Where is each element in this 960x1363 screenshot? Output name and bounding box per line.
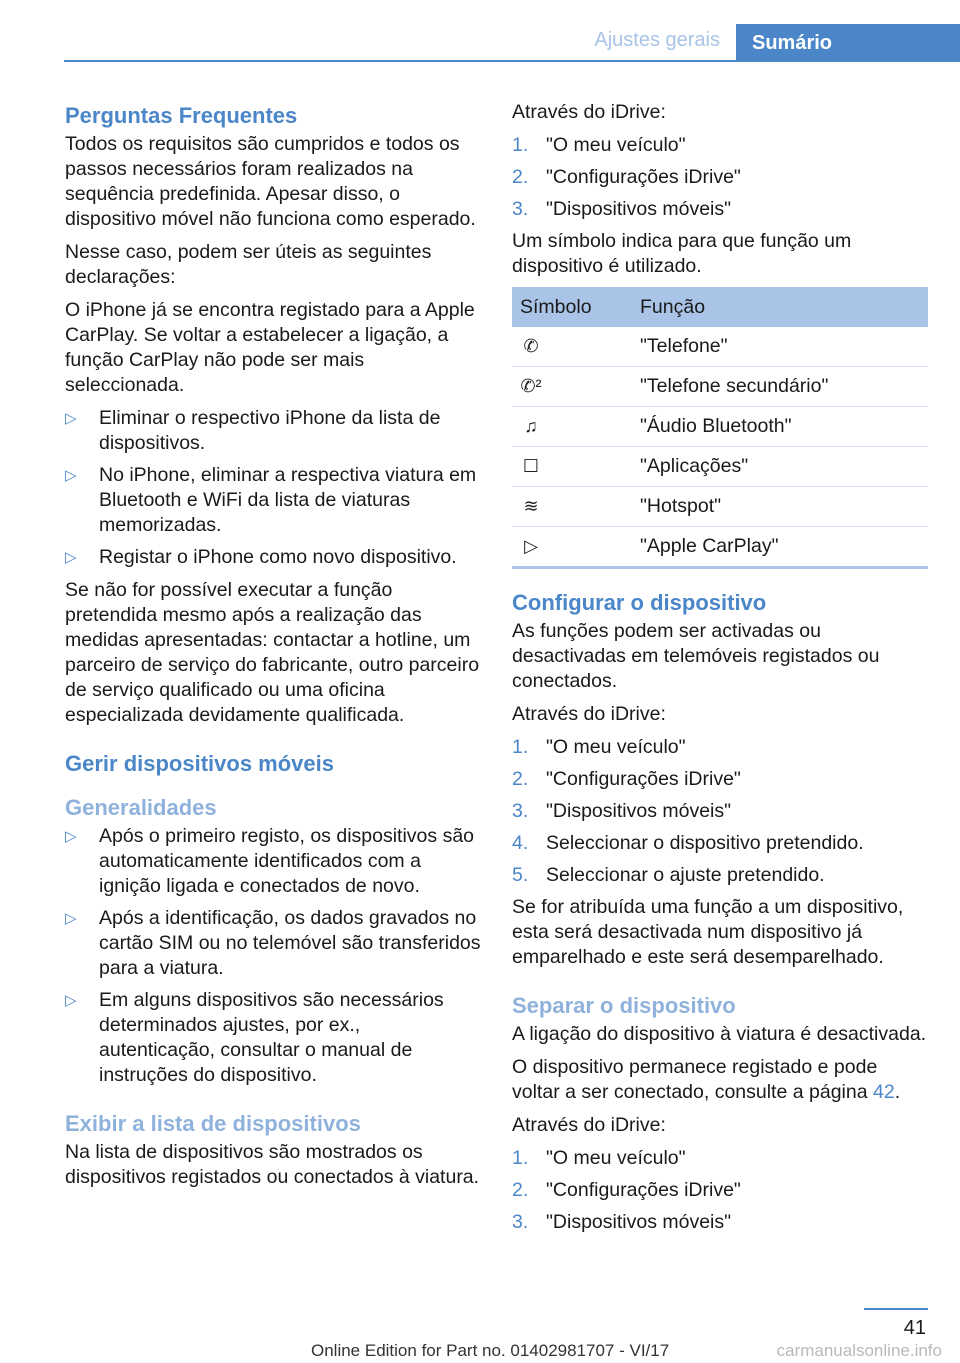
general-heading: Generalidades [65, 795, 217, 820]
carplay-play-icon: ▷ [524, 536, 538, 556]
list-item: 1. "O meu veículo" [512, 1147, 686, 1169]
configure-paragraph-2: Se for atribuída uma função a um dispositivo, esta será desactivada num dispositivo já emparelhado e este será desemparelhado. [512, 896, 904, 968]
faq-paragraph-3: O iPhone já se encontra registado para a Apple CarPlay. Se voltar a estabelecer a ligação, a função CarPlay não pode ser mais seleccionada. [65, 299, 475, 396]
watermark: carmanualsonline.info [776, 1341, 942, 1360]
header-tab-sumario[interactable]: Sumário [736, 24, 960, 62]
music-note-icon: ♫ [524, 416, 538, 436]
list-item: ▷ No iPhone, eliminar a respectiva viatura em Bluetooth e WiFi da lista de viaturas memorizadas. [65, 464, 477, 536]
separate-device-heading: Separar o dispositivo [512, 993, 736, 1018]
table-header-row [512, 287, 928, 327]
list-item: 2. "Configurações iDrive" [512, 166, 741, 188]
configure-paragraph-1: As funções podem ser activadas ou desactivadas em telemóveis registados ou conectados. [512, 620, 880, 692]
manage-devices-heading: Gerir dispositivos móveis [65, 751, 334, 776]
list-item: 3. "Dispositivos móveis" [512, 1211, 732, 1233]
apps-square-icon: ☐ [522, 456, 540, 476]
page-number: 41 [903, 1317, 926, 1339]
table-row: ✆ "Telefone" [512, 327, 928, 367]
page-42-link[interactable]: 42 [872, 1081, 895, 1103]
faq-paragraph-1: Todos os requisitos são cumpridos e todos os passos necessários foram realizados na sequência predefinida. Apesar disso, o dispositivo móvel não funciona como esperado. [65, 133, 476, 230]
right-column [512, 100, 928, 1242]
page-footer [0, 1308, 960, 1362]
triangle-bullet-icon: ▷ [65, 410, 77, 427]
list-item: 1. "O meu veículo" [512, 134, 686, 156]
column-header-symbol: Símbolo [512, 287, 632, 327]
faq-heading: Perguntas Frequentes [65, 103, 298, 128]
list-item: ▷ Registar o iPhone como novo dispositivo. [65, 546, 457, 568]
table-row: ≋ "Hotspot" [512, 487, 928, 527]
list-item: ▷ Eliminar o respectivo iPhone da lista de dispositivos. [65, 407, 441, 454]
column-header-function: Função [632, 287, 928, 327]
general-bullet-list [65, 824, 481, 1088]
list-item: 3. "Dispositivos móveis" [512, 198, 732, 220]
triangle-bullet-icon: ▷ [65, 828, 77, 845]
list-item: ▷ Após o primeiro registo, os dispositivos são automaticamente identificados com a ignição ligada e conectados de novo. [65, 825, 475, 897]
separate-paragraph-1: A ligação do dispositivo à viatura é desactivada. [512, 1023, 927, 1045]
list-item: ▷ Após a identificação, os dados gravados no cartão SIM ou no telemóvel são transferidos para a viatura. [65, 907, 481, 979]
phone-icon: ✆ [523, 336, 539, 356]
device-list-heading: Exibir a lista de dispositivos [65, 1111, 361, 1136]
phone-secondary-icon: ✆² [520, 376, 542, 396]
separate-paragraph-2: O dispositivo permanece registado e pode voltar a ser conectado, consulte a página 42. [512, 1056, 901, 1103]
list-item: 5. Seleccionar o ajuste pretendido. [512, 864, 825, 886]
wifi-hotspot-icon: ≋ [523, 496, 539, 516]
table-row: ☐ "Aplicações" [512, 447, 928, 487]
list-item: 2. "Configurações iDrive" [512, 768, 741, 790]
left-column [65, 100, 481, 1198]
faq-paragraph-4: Se não for possível executar a função pretendida mesmo após a realização das medidas apresentadas: contactar a hotline, um parceiro de serviço do fabricante, outro parceiro de serviço qualificado ou uma oficina especializada devidamente qualificada. [65, 579, 480, 726]
steps-list-2 [512, 735, 928, 888]
idrive-label: Através do iDrive: [512, 101, 666, 123]
triangle-bullet-icon: ▷ [65, 549, 77, 566]
list-item: 3. "Dispositivos móveis" [512, 800, 732, 822]
list-item: 4. Seleccionar o dispositivo pretendido. [512, 832, 864, 854]
symbol-table [512, 287, 928, 569]
symbol-intro: Um símbolo indica para que função um dispositivo é utilizado. [512, 230, 852, 277]
table-row: ▷ "Apple CarPlay" [512, 527, 928, 568]
triangle-bullet-icon: ▷ [65, 467, 77, 484]
header-tab-ajustes-gerais[interactable]: Ajustes gerais [594, 29, 720, 51]
table-row: ✆² "Telefone secundário" [512, 367, 928, 407]
list-item: 2. "Configurações iDrive" [512, 1179, 741, 1201]
triangle-bullet-icon: ▷ [65, 910, 77, 927]
page-header [0, 24, 960, 62]
separate-idrive-label: Através do iDrive: [512, 1114, 666, 1136]
list-item: 1. "O meu veículo" [512, 736, 686, 758]
configure-device-heading: Configurar o dispositivo [512, 590, 767, 615]
faq-paragraph-2: Nesse caso, podem ser úteis as seguintes declarações: [65, 241, 432, 288]
edition-note: Online Edition for Part no. 01402981707 - VI/17 [311, 1341, 670, 1360]
steps-list-3 [512, 1146, 928, 1235]
list-item: ▷ Em alguns dispositivos são necessários determinados ajustes, por ex., autenticação, consultar o manual de instruções do dispositivo. [65, 989, 444, 1086]
faq-bullet-list [65, 406, 481, 570]
configure-idrive-label: Através do iDrive: [512, 703, 666, 725]
device-list-paragraph: Na lista de dispositivos são mostrados os dispositivos registados ou conectados à viatura. [65, 1141, 480, 1188]
table-row: ♫ "Áudio Bluetooth" [512, 407, 928, 447]
footer-rule [864, 1308, 928, 1310]
triangle-bullet-icon: ▷ [65, 992, 77, 1009]
steps-list-1 [512, 133, 928, 222]
